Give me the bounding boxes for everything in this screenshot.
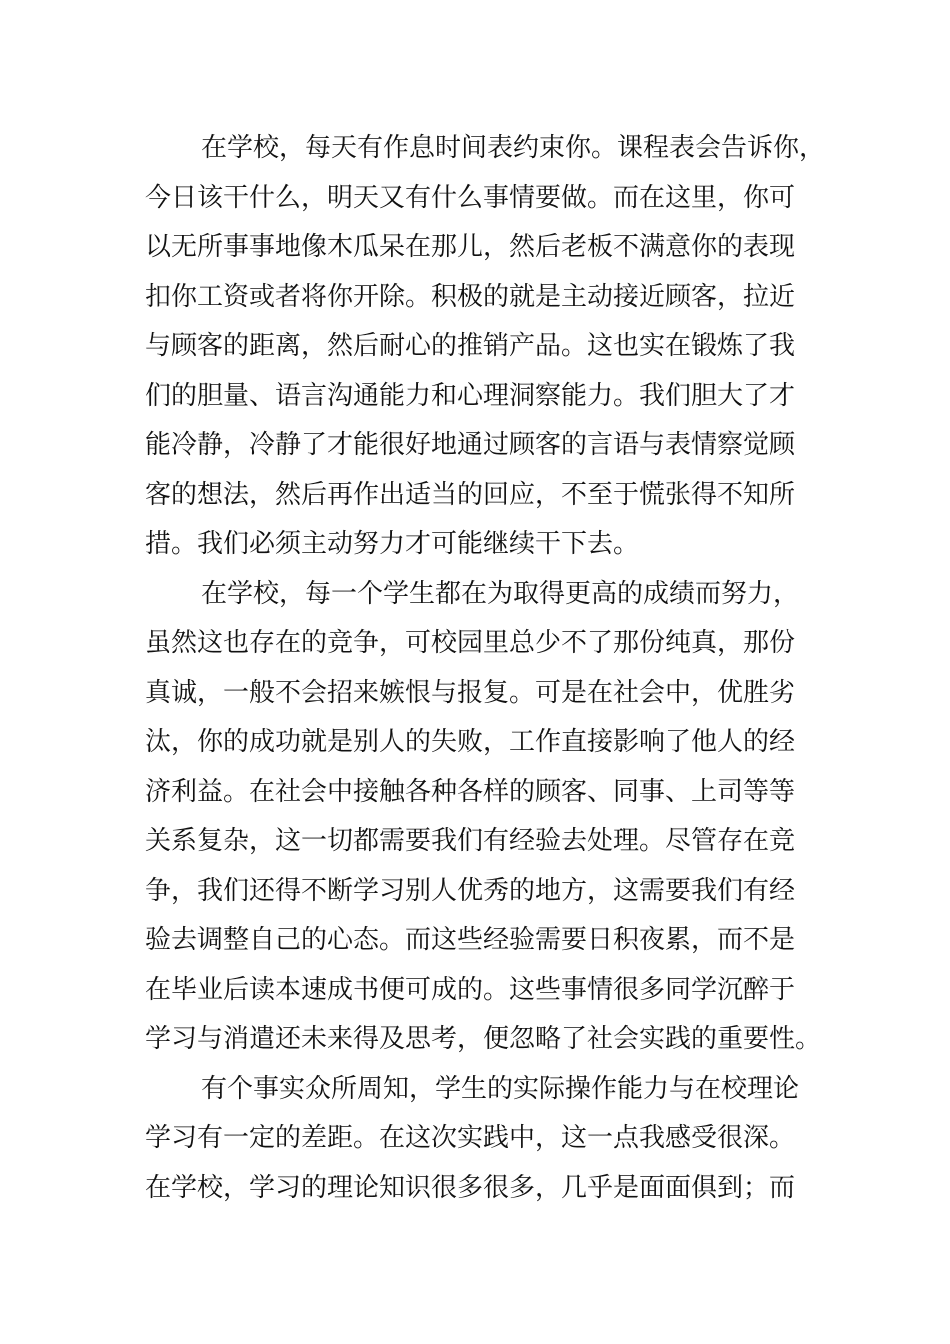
paragraph bbox=[145, 124, 825, 570]
text-line: 在学校，每一个学生都在为取得更高的成绩而努力， bbox=[201, 578, 800, 609]
text-line: 以无所事事地像木瓜呆在那儿，然后老板不满意你的表现 bbox=[145, 232, 796, 262]
text-line: 扣你工资或者将你开除。积极的就是主动接近顾客，拉近 bbox=[145, 281, 796, 312]
paragraph bbox=[145, 570, 825, 1065]
text-line: 真诚，一般不会招来嫉恨与报复。可是在社会中，优胜劣 bbox=[145, 677, 796, 708]
text-line: 在学校，每天有作息时间表约束你。课程表会告诉你， bbox=[201, 133, 826, 163]
text-line: 客的想法，然后再作出适当的回应，不至于慌张得不知所 bbox=[145, 479, 796, 510]
text-line: 济利益。在社会中接触各种各样的顾客、同事、上司等等 bbox=[145, 776, 796, 807]
paragraph bbox=[145, 1065, 825, 1214]
text-line: 今日该干什么，明天又有什么事情要做。而在这里，你可 bbox=[145, 182, 796, 213]
text-line: 汰，你的成功就是别人的失败，工作直接影响了他人的经 bbox=[145, 727, 796, 757]
text-line: 学习与消遣还未来得及思考，便忽略了社会实践的重要性。 bbox=[145, 1024, 822, 1054]
text-line: 与顾客的距离，然后耐心的推销产品。这也实在锻炼了我 bbox=[145, 331, 796, 361]
document-body bbox=[145, 124, 825, 1213]
text-line: 措。我们必须主动努力才可能继续干下去。 bbox=[145, 529, 640, 559]
text-line: 学习有一定的差距。在这次实践中，这一点我感受很深。 bbox=[145, 1123, 796, 1153]
text-line: 虽然这也存在的竞争，可校园里总少不了那份纯真，那份 bbox=[145, 628, 796, 658]
text-line: 在毕业后读本速成书便可成的。这些事情很多同学沉醉于 bbox=[145, 974, 796, 1005]
text-line: 有个事实众所周知，学生的实际操作能力与在校理论 bbox=[201, 1073, 800, 1104]
text-line: 们的胆量、语言沟通能力和心理洞察能力。我们胆大了才 bbox=[145, 380, 796, 411]
text-line: 验去调整自己的心态。而这些经验需要日积夜累，而不是 bbox=[145, 925, 796, 955]
text-line: 关系复杂，这一切都需要我们有经验去处理。尽管存在竞 bbox=[145, 826, 796, 856]
text-line: 能冷静，冷静了才能很好地通过顾客的言语与表情察觉顾 bbox=[145, 430, 796, 460]
text-line: 在学校，学习的理论知识很多很多，几乎是面面俱到；而 bbox=[145, 1172, 796, 1203]
text-line: 争，我们还得不断学习别人优秀的地方，这需要我们有经 bbox=[145, 875, 796, 906]
